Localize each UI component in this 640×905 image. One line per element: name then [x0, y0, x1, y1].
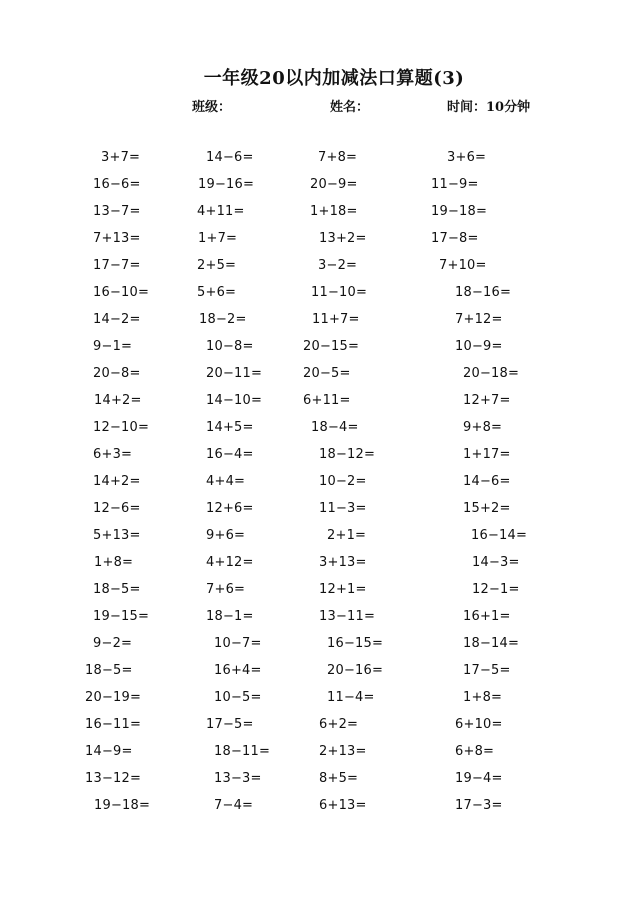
math-problem: 1+7=	[198, 231, 238, 246]
math-problem: 16+4=	[214, 663, 262, 678]
class-label: 班级：	[192, 100, 232, 115]
math-problem: 7+13=	[93, 231, 141, 246]
math-problem: 18−14=	[463, 636, 520, 651]
math-problem: 12−1=	[472, 582, 520, 597]
math-problem: 1+18=	[310, 204, 358, 219]
math-problem: 7−4=	[214, 798, 254, 813]
math-problem: 20−15=	[303, 339, 360, 354]
math-problem: 10−9=	[455, 339, 503, 354]
math-problem: 18−11=	[214, 744, 271, 759]
math-problem: 18−5=	[85, 663, 133, 678]
math-problem: 9−2=	[93, 636, 133, 651]
math-problem: 18−12=	[319, 447, 376, 462]
math-problem: 2+13=	[319, 744, 367, 759]
math-problem: 7+6=	[206, 582, 246, 597]
math-problem: 16−14=	[471, 528, 528, 543]
math-problem: 2+1=	[327, 528, 367, 543]
math-problem: 11−10=	[311, 285, 368, 300]
math-problem: 13+2=	[319, 231, 367, 246]
math-problem: 10−5=	[214, 690, 262, 705]
math-problem: 19−18=	[94, 798, 151, 813]
math-problem: 1+8=	[463, 690, 503, 705]
math-problem: 13−3=	[214, 771, 262, 786]
math-problem: 16−15=	[327, 636, 384, 651]
math-problem: 11+7=	[312, 312, 360, 327]
math-problem: 18−16=	[455, 285, 512, 300]
math-problem: 19−4=	[455, 771, 503, 786]
math-problem: 11−3=	[319, 501, 367, 516]
math-problem: 6+13=	[319, 798, 367, 813]
math-problem: 10−2=	[319, 474, 367, 489]
math-problem: 20−5=	[303, 366, 351, 381]
math-problem: 9+6=	[206, 528, 246, 543]
math-problem: 14+2=	[93, 474, 141, 489]
math-problem: 20−16=	[327, 663, 384, 678]
math-problem: 12−6=	[93, 501, 141, 516]
math-problem: 20−11=	[206, 366, 263, 381]
math-problem: 17−5=	[463, 663, 511, 678]
math-problem: 17−5=	[206, 717, 254, 732]
math-problem: 14−10=	[206, 393, 263, 408]
math-problem: 9−1=	[93, 339, 133, 354]
math-problem: 15+2=	[463, 501, 511, 516]
math-problem: 13−12=	[85, 771, 142, 786]
math-problem: 6+8=	[455, 744, 495, 759]
math-problem: 18−4=	[311, 420, 359, 435]
math-problem: 14−6=	[206, 150, 254, 165]
math-problem: 6+11=	[303, 393, 351, 408]
math-problem: 19−18=	[431, 204, 488, 219]
math-problem: 11−4=	[327, 690, 375, 705]
math-problem: 3+7=	[101, 150, 141, 165]
math-problem: 7+10=	[439, 258, 487, 273]
math-problem: 16+1=	[463, 609, 511, 624]
math-problem: 16−4=	[206, 447, 254, 462]
math-problem: 12+7=	[463, 393, 511, 408]
math-problem: 16−10=	[93, 285, 150, 300]
name-label: 姓名：	[330, 100, 370, 115]
math-problem: 14−9=	[85, 744, 133, 759]
math-problem: 10−7=	[214, 636, 262, 651]
math-problem: 3−2=	[318, 258, 358, 273]
math-problem: 13−7=	[93, 204, 141, 219]
math-problem: 6+3=	[93, 447, 133, 462]
math-problem: 1+8=	[94, 555, 134, 570]
math-problem: 14−2=	[93, 312, 141, 327]
math-problem: 4+12=	[206, 555, 254, 570]
math-problem: 20−19=	[85, 690, 142, 705]
math-problem: 18−2=	[199, 312, 247, 327]
math-problem: 13−11=	[319, 609, 376, 624]
math-problem: 14+5=	[206, 420, 254, 435]
worksheet-title: 一年级20以内加减法口算题(3)	[203, 68, 465, 89]
math-problem: 5+13=	[93, 528, 141, 543]
time-label: 时间：10分钟	[447, 100, 531, 115]
math-problem: 7+12=	[455, 312, 503, 327]
math-problem: 11−9=	[431, 177, 479, 192]
math-problem: 20−9=	[310, 177, 358, 192]
math-problem: 3+6=	[447, 150, 487, 165]
math-problem: 17−7=	[93, 258, 141, 273]
math-problem: 20−18=	[463, 366, 520, 381]
math-problem: 14+2=	[94, 393, 142, 408]
math-problem: 10−8=	[206, 339, 254, 354]
math-problem: 14−3=	[472, 555, 520, 570]
math-problem: 16−11=	[85, 717, 142, 732]
math-problem: 6+2=	[319, 717, 359, 732]
math-problem: 9+8=	[463, 420, 503, 435]
math-problem: 6+10=	[455, 717, 503, 732]
math-problem: 4+11=	[197, 204, 245, 219]
math-problem: 12−10=	[93, 420, 150, 435]
math-problem: 19−16=	[198, 177, 255, 192]
math-problem: 18−1=	[206, 609, 254, 624]
math-problem: 17−8=	[431, 231, 479, 246]
math-problem: 1+17=	[463, 447, 511, 462]
math-problem: 12+1=	[319, 582, 367, 597]
math-problem: 20−8=	[93, 366, 141, 381]
math-problem: 14−6=	[463, 474, 511, 489]
math-problem: 17−3=	[455, 798, 503, 813]
math-problem: 18−5=	[93, 582, 141, 597]
math-problem: 2+5=	[197, 258, 237, 273]
math-problem: 12+6=	[206, 501, 254, 516]
math-problem: 19−15=	[93, 609, 150, 624]
math-problem: 5+6=	[197, 285, 237, 300]
math-problem: 4+4=	[206, 474, 246, 489]
math-problem: 8+5=	[319, 771, 359, 786]
math-problem: 3+13=	[319, 555, 367, 570]
math-problem: 16−6=	[93, 177, 141, 192]
math-problem: 7+8=	[318, 150, 358, 165]
